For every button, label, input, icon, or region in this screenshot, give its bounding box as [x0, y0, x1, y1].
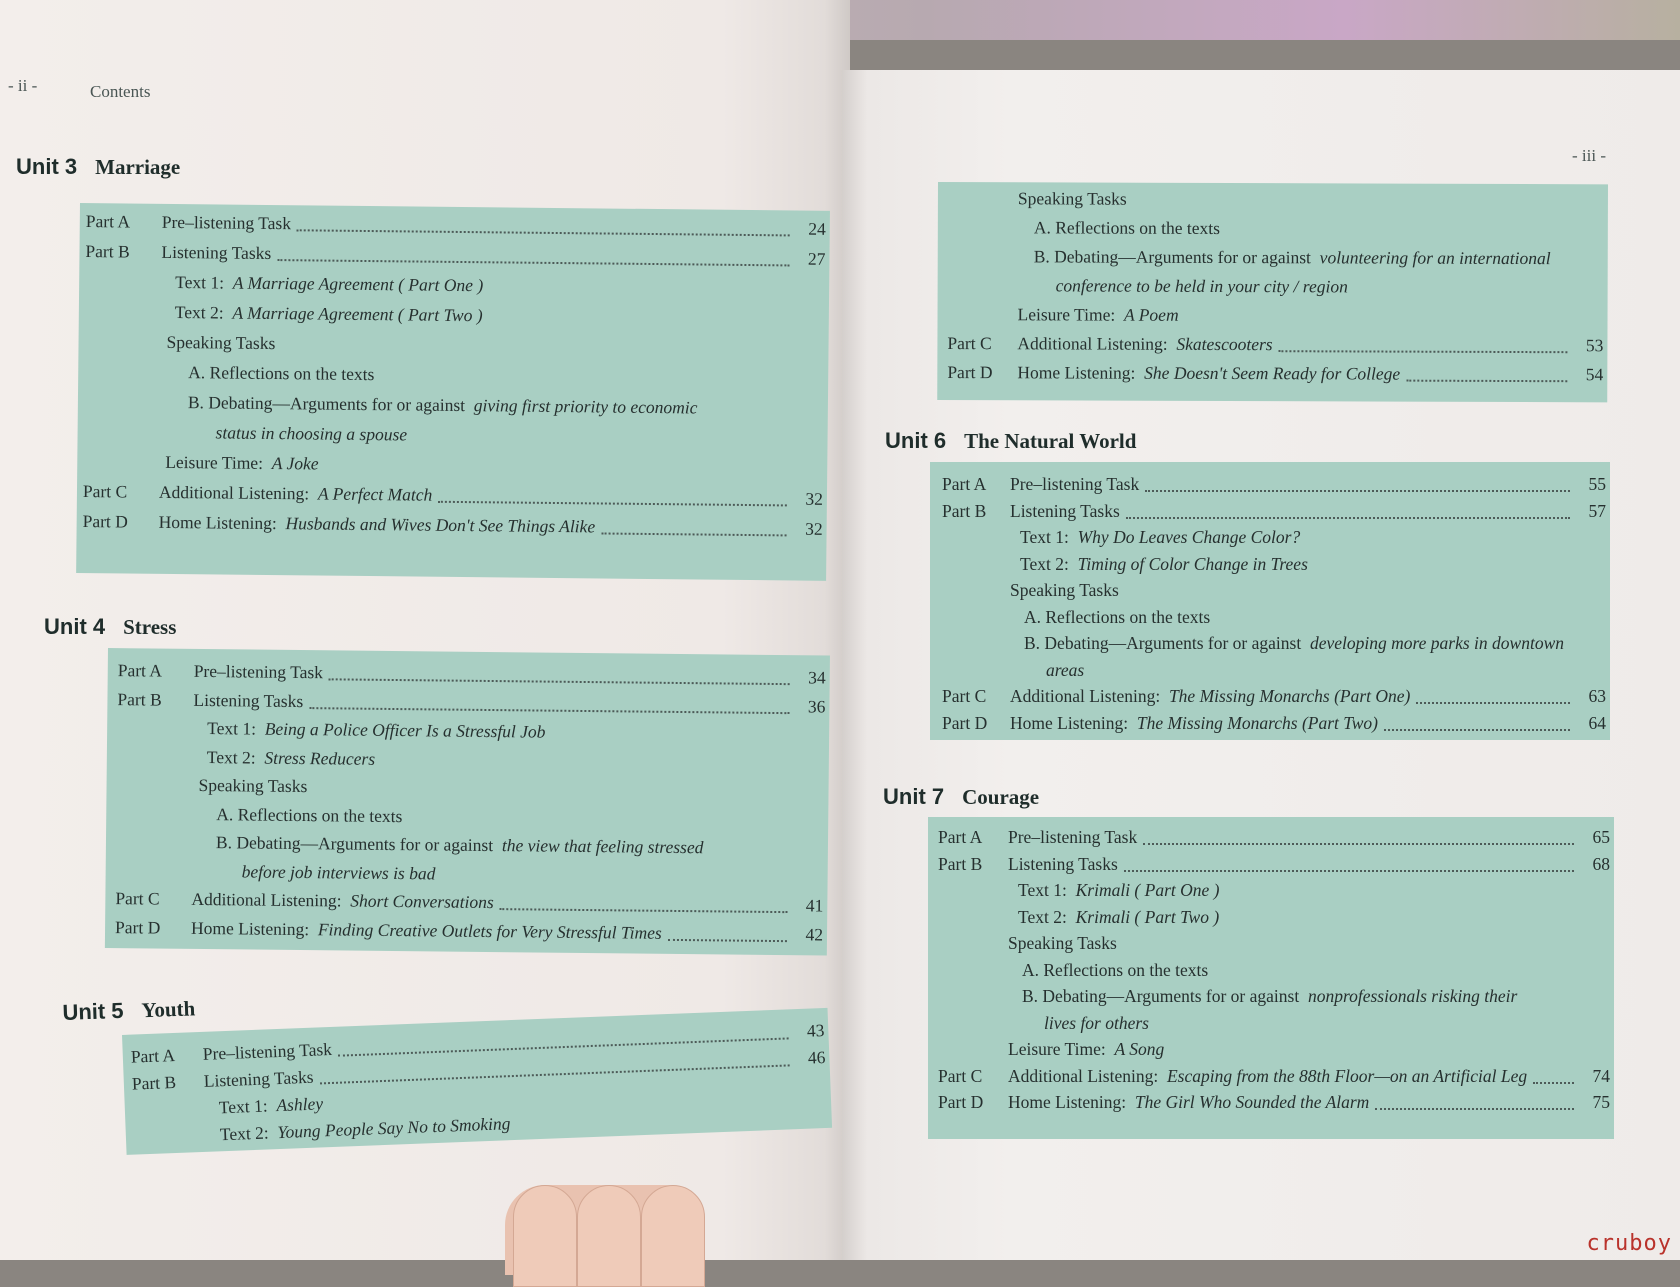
toc-entry [77, 507, 827, 543]
entry-text: Pre–listening Task [202, 1038, 333, 1064]
entry-italic-title: The Missing Monarchs (Part One) [1168, 686, 1411, 706]
entry-title [194, 657, 324, 686]
entry-prefix: Leisure Time: [1008, 1039, 1106, 1059]
entry-text: Pre–listening Task [161, 211, 292, 234]
entry-title [191, 913, 662, 946]
page-number: 63 [1588, 686, 1606, 706]
entry-title [1017, 358, 1400, 387]
entry-title [191, 885, 494, 916]
page-number: 34 [808, 667, 826, 688]
page-number: 65 [1592, 827, 1610, 847]
entry-title [1018, 184, 1127, 212]
entry-title [215, 418, 407, 448]
entry-title [188, 358, 374, 388]
entry-italic-title: Husbands and Wives Don't See Things Alike [285, 513, 596, 537]
entry-text: A. Reflections on the texts [1022, 959, 1209, 980]
page-number: 43 [806, 1020, 825, 1041]
unit-3-contents-box [76, 203, 830, 581]
page-number: 32 [805, 488, 824, 509]
toc-subentry [938, 184, 1608, 214]
unit-7-contents-box [928, 817, 1614, 1139]
toc-subentry [928, 903, 1614, 931]
entry-title [166, 328, 275, 357]
entry-prefix: Additional Listening: [158, 481, 310, 504]
leader-dots [1124, 870, 1574, 872]
entry-italic-title: areas [1046, 659, 1085, 680]
toc-subentry [928, 1035, 1614, 1063]
entry-italic-title: The Missing Monarchs (Part Two) [1136, 712, 1378, 733]
entry-text: Listening Tasks [193, 689, 304, 711]
entry-italic-title: A Perfect Match [317, 483, 433, 505]
entry-title [216, 828, 704, 861]
unit-number: Unit 4 [44, 614, 106, 639]
entry-italic-title: volunteering for an international [1319, 247, 1551, 269]
unit-name: Youth [141, 996, 196, 1023]
unit-number: Unit 6 [885, 428, 947, 453]
toc-entry [928, 1062, 1614, 1090]
part-label: Part B [85, 241, 130, 262]
entry-title [1017, 300, 1178, 329]
toc-subentry [928, 956, 1614, 984]
entry-title [1017, 329, 1272, 358]
entry-title [1056, 271, 1348, 300]
entry-title [1008, 1035, 1164, 1063]
entry-text: Speaking Tasks [166, 331, 276, 354]
page-number: 42 [805, 923, 824, 945]
part-label: Part C [115, 888, 160, 909]
entry-prefix: B. Debating—Arguments for or against [1024, 633, 1302, 653]
toc-subentry [930, 550, 1610, 578]
entry-title [159, 508, 596, 541]
toc-entry [937, 329, 1607, 359]
part-label: Part A [117, 660, 163, 681]
page-number: 27 [807, 248, 826, 269]
entry-title [175, 298, 483, 329]
entry-title [1008, 850, 1118, 878]
page-number: 57 [1588, 500, 1606, 521]
part-label: Part A [938, 827, 983, 847]
entry-text: Listening Tasks [1008, 853, 1118, 874]
entry-title [1020, 523, 1300, 551]
toc-subentry [930, 576, 1610, 604]
entry-prefix: Additional Listening: [1017, 333, 1168, 354]
entry-italic-title: A Marriage Agreement ( Part One ) [232, 272, 484, 296]
entry-title [162, 208, 292, 237]
entry-italic-title: A Song [1114, 1039, 1165, 1059]
entry-text: A. Reflections on the texts [1024, 606, 1211, 627]
entry-prefix: Home Listening: [1010, 712, 1129, 733]
entry-title [1046, 656, 1084, 684]
entry-prefix: Text 1: [218, 1095, 269, 1118]
toc-subentry [928, 929, 1614, 957]
part-label: Part C [82, 481, 128, 502]
entry-text: A. Reflections on the texts [1033, 217, 1221, 238]
entry-text: Pre–listening Task [1008, 827, 1138, 847]
toc-subentry [937, 300, 1607, 330]
toc-entry [930, 709, 1610, 737]
entry-italic-title: A Poem [1123, 304, 1179, 325]
part-label: Part D [947, 362, 993, 383]
entry-italic-title: nonprofessionals risking their [1307, 986, 1518, 1006]
unit-name: Stress [123, 615, 177, 639]
unit-name: The Natural World [964, 429, 1137, 453]
page-number: 55 [1588, 474, 1606, 494]
entry-title [1010, 682, 1410, 710]
page-number: 36 [807, 695, 826, 717]
toc-subentry [928, 876, 1614, 904]
unit-name: Marriage [95, 155, 181, 179]
page-number-right: - iii - [1572, 146, 1606, 165]
leader-dots [1384, 729, 1570, 731]
unit-number: Unit 7 [883, 784, 945, 809]
page-number: 74 [1592, 1065, 1610, 1086]
entry-title [1008, 823, 1137, 851]
page-number: 54 [1585, 364, 1604, 385]
leader-dots [1278, 350, 1567, 353]
part-label: Part B [942, 500, 987, 521]
entry-italic-title: conference to be held in your city / region [1055, 275, 1348, 297]
part-label: Part C [938, 1065, 983, 1086]
entry-title [1008, 1088, 1369, 1116]
entry-prefix: B. Debating—Arguments for or against [1033, 246, 1311, 268]
entry-title [1034, 242, 1551, 272]
entry-italic-title: giving first priority to economic [473, 395, 698, 418]
entry-prefix: Additional Listening: [1008, 1065, 1159, 1086]
entry-text: Listening Tasks [203, 1066, 314, 1091]
entry-prefix: Text 1: [175, 272, 225, 293]
leader-dots [1143, 843, 1574, 845]
entry-title [207, 743, 376, 773]
leader-dots [1126, 517, 1570, 519]
entry-italic-title: She Doesn't Seem Ready for College [1144, 362, 1401, 384]
unit-name: Courage [962, 785, 1040, 809]
page-number: 46 [807, 1047, 826, 1068]
part-label: Part D [114, 916, 161, 938]
leader-dots [499, 908, 787, 913]
entry-text: Speaking Tasks [1010, 580, 1119, 600]
entry-title [198, 771, 307, 800]
entry-title [175, 268, 483, 299]
entry-title [1018, 876, 1219, 904]
entry-italic-title: before job interviews is bad [241, 860, 436, 883]
toc-entry [930, 682, 1610, 710]
toc-subentry [930, 523, 1610, 551]
entry-prefix: Home Listening: [190, 917, 310, 939]
entry-italic-title: Timing of Color Change in Trees [1077, 553, 1308, 574]
leader-dots [1406, 380, 1567, 383]
leader-dots [277, 259, 789, 266]
entry-title [1022, 956, 1208, 984]
page-number: 53 [1585, 335, 1604, 356]
page-number: 32 [805, 518, 823, 539]
entry-title [1010, 709, 1378, 737]
entry-title [159, 478, 433, 509]
entry-prefix: Additional Listening: [191, 888, 342, 911]
entry-title [207, 714, 546, 746]
entry-title [1020, 550, 1308, 578]
unit-4-title [44, 614, 176, 640]
leader-dots [297, 229, 790, 236]
entry-text: Listening Tasks [161, 241, 272, 264]
entry-title [1034, 213, 1220, 242]
entry-text: Speaking Tasks [1017, 188, 1127, 209]
toc-subentry [928, 1009, 1614, 1037]
leader-dots [1416, 702, 1570, 704]
unit-number: Unit 5 [62, 997, 124, 1025]
page-number: 68 [1592, 853, 1610, 874]
toc-entry [928, 823, 1614, 851]
page-number: 75 [1592, 1092, 1610, 1112]
entry-italic-title: Stress Reducers [264, 747, 376, 769]
entry-italic-title: Skatescooters [1176, 333, 1273, 355]
watermark-text: cruboy [1586, 1231, 1672, 1256]
page-number: 24 [808, 218, 826, 239]
entry-title [193, 685, 303, 714]
entry-title [1024, 629, 1564, 657]
entry-text: Speaking Tasks [1008, 933, 1117, 953]
entry-italic-title: Ashley [276, 1093, 324, 1116]
entry-italic-title: A Joke [271, 453, 319, 474]
page-number-left: - ii - [8, 76, 38, 95]
toc-subentry [938, 242, 1608, 272]
leader-dots [309, 707, 789, 714]
entry-prefix: Text 2: [174, 301, 224, 323]
part-label: Part B [131, 1071, 177, 1094]
toc-subentry [928, 982, 1614, 1010]
right-page [842, 70, 1680, 1260]
thumb-holding-book [505, 1185, 705, 1275]
page-number: 41 [805, 895, 824, 916]
toc-entry [930, 470, 1610, 498]
entry-prefix: B. Debating—Arguments for or against [187, 392, 466, 416]
entry-prefix: Text 2: [1018, 906, 1067, 927]
entry-italic-title: A Marriage Agreement ( Part Two ) [232, 302, 483, 326]
entry-title [1010, 470, 1139, 498]
entry-prefix: Text 1: [207, 718, 257, 739]
entry-italic-title: Being a Police Officer Is a Stressful Job [264, 718, 546, 742]
toc-subentry [930, 603, 1610, 631]
leader-dots [668, 938, 787, 941]
unit-3-title [16, 154, 180, 180]
entry-text: A. Reflections on the texts [188, 362, 375, 385]
entry-title [216, 800, 402, 830]
entry-title [1008, 929, 1117, 957]
unit-6-title [885, 428, 1136, 454]
part-label: Part A [130, 1044, 176, 1067]
leader-dots [329, 678, 790, 685]
entry-prefix: Additional Listening: [1010, 686, 1161, 706]
unit-5-title [62, 995, 196, 1026]
entry-italic-title: Escaping from the 88th Floor—on an Artificial Leg [1166, 1065, 1528, 1086]
leader-dots [438, 501, 787, 507]
leader-dots [1375, 1108, 1574, 1110]
toc-entry [928, 1088, 1614, 1116]
unit-number: Unit 3 [16, 154, 78, 179]
entry-prefix: Text 2: [219, 1122, 270, 1145]
entry-italic-title: Finding Creative Outlets for Very Stressful Times [317, 918, 662, 943]
entry-prefix: B. Debating—Arguments for or against [1022, 986, 1300, 1006]
entry-title [1018, 903, 1219, 931]
part-label: Part A [85, 211, 131, 232]
entry-italic-title: status in choosing a spouse [215, 422, 408, 445]
entry-prefix: Home Listening: [1008, 1092, 1127, 1112]
part-label: Part B [117, 688, 162, 710]
toc-subentry [930, 629, 1610, 657]
part-label: Part D [942, 712, 988, 733]
entry-prefix: Text 1: [1018, 880, 1067, 900]
entry-title [242, 857, 436, 887]
entry-text: Listening Tasks [1010, 500, 1120, 521]
part-label: Part B [938, 853, 983, 874]
page-number: 64 [1588, 712, 1606, 733]
toc-subentry [938, 271, 1608, 301]
header-contents-label: Contents [90, 82, 151, 101]
entry-prefix: Text 2: [206, 746, 256, 768]
entry-title [1008, 1062, 1527, 1090]
entry-italic-title: The Girl Who Sounded the Alarm [1134, 1092, 1370, 1112]
part-label: Part A [942, 474, 987, 494]
toc-subentry [938, 213, 1608, 243]
entry-title [1044, 1009, 1149, 1037]
leader-dots [1533, 1082, 1574, 1084]
entry-prefix: Leisure Time: [165, 451, 264, 473]
left-page [0, 0, 850, 1260]
leader-dots [602, 532, 787, 536]
entry-title [1010, 497, 1120, 525]
entry-text: Pre–listening Task [193, 660, 324, 683]
entry-text: Speaking Tasks [198, 774, 308, 797]
entry-prefix: B. Debating—Arguments for or against [215, 832, 494, 856]
toc-entry [930, 497, 1610, 525]
unit-6-contents-box [930, 462, 1610, 740]
entry-title [188, 388, 698, 421]
entry-title [1024, 603, 1210, 631]
entry-title [1022, 982, 1517, 1010]
toc-subentry [930, 656, 1610, 684]
entry-prefix: Text 1: [1020, 527, 1069, 547]
entry-prefix: Text 2: [1020, 553, 1069, 574]
unit-7-title [883, 784, 1039, 810]
entry-italic-title: Krimali ( Part Two ) [1075, 906, 1220, 927]
part-label: Part D [938, 1092, 984, 1112]
entry-italic-title: Short Conversations [350, 890, 494, 913]
entry-prefix: Home Listening: [1017, 362, 1136, 383]
entry-prefix: Leisure Time: [1017, 304, 1116, 325]
unit-5-contents-box [122, 1008, 832, 1155]
toc-entry [928, 850, 1614, 878]
part-label: Part D [82, 511, 128, 532]
entry-title [1010, 576, 1119, 604]
entry-italic-title: lives for others [1044, 1012, 1149, 1033]
entry-italic-title: developing more parks in downtown [1309, 633, 1565, 653]
entry-text: A. Reflections on the texts [216, 803, 403, 826]
entry-title [161, 238, 271, 267]
part-label: Part C [942, 686, 987, 706]
toc-entry [937, 358, 1607, 388]
entry-italic-title: Why Do Leaves Change Color? [1077, 527, 1301, 547]
part-label: Part C [947, 333, 992, 354]
entry-text: Pre–listening Task [1010, 474, 1140, 494]
entry-italic-title: Krimali ( Part One ) [1075, 880, 1220, 900]
entry-italic-title: the view that feeling stressed [501, 835, 704, 858]
leader-dots [1145, 490, 1570, 492]
unit-4-contents-box [105, 648, 830, 956]
entry-prefix: Home Listening: [158, 511, 277, 534]
entry-title [165, 448, 319, 478]
unit-5-continued-box [937, 182, 1608, 402]
entry-italic-title: Young People Say No to Smoking [277, 1113, 511, 1143]
